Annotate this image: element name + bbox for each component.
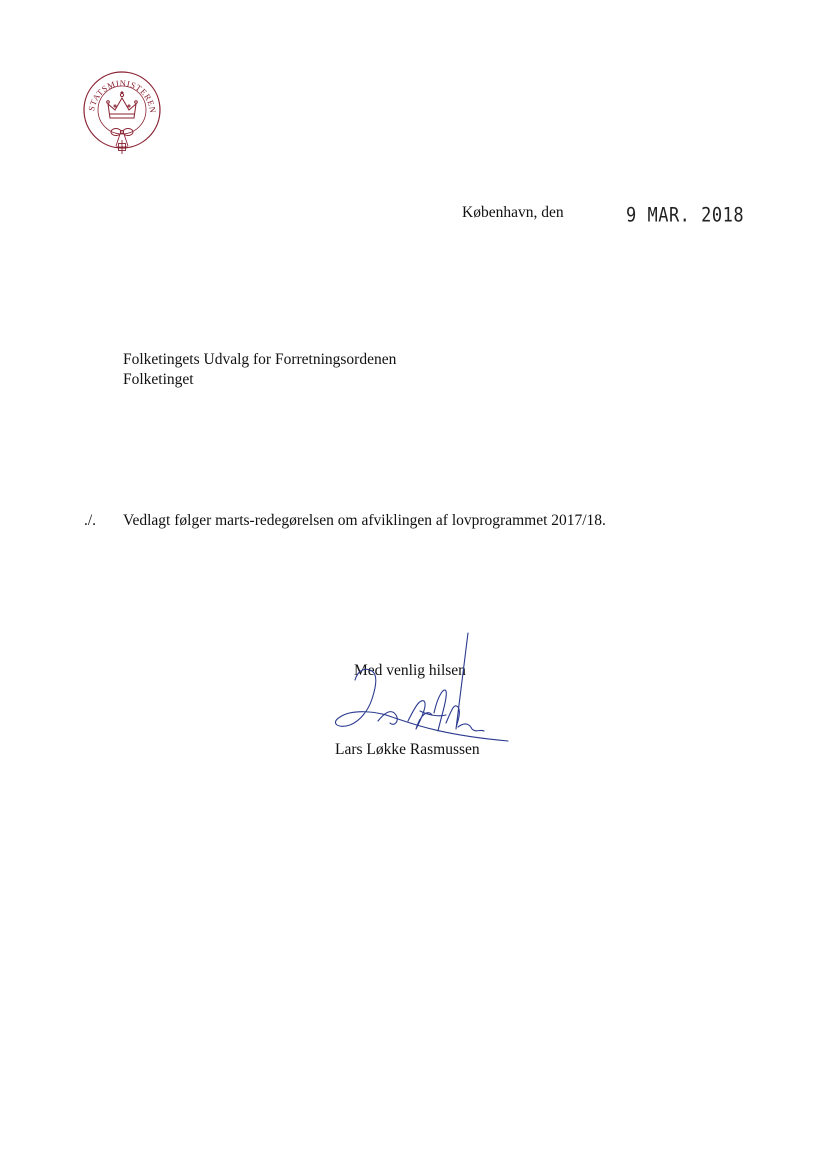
body-paragraph: Vedlagt følger marts-redegørelsen om afviklingen af lovprogrammet 2017/18. <box>123 512 606 529</box>
stamped-date: 9 MAR. 2018 <box>626 204 745 227</box>
signer-name: Lars Løkke Rasmussen <box>335 741 480 758</box>
handwritten-signature <box>320 625 520 750</box>
crown-seal-icon <box>80 70 164 156</box>
recipient-block <box>123 350 396 390</box>
svg-text:STATSMINISTEREN <box>86 78 158 114</box>
closing-greeting: Med venlig hilsen <box>354 662 466 679</box>
recipient-line-2: Folketinget <box>123 371 194 388</box>
enclosure-mark: ./. <box>84 512 97 529</box>
dateline-place: København, den <box>462 204 564 221</box>
seal-arc-text: STATSMINISTEREN <box>86 77 159 115</box>
statsministeren-seal-logo <box>80 70 164 156</box>
signature-scribble-icon <box>320 625 520 750</box>
recipient-line-1: Folketingets Udvalg for Forretningsordenen <box>123 351 397 368</box>
